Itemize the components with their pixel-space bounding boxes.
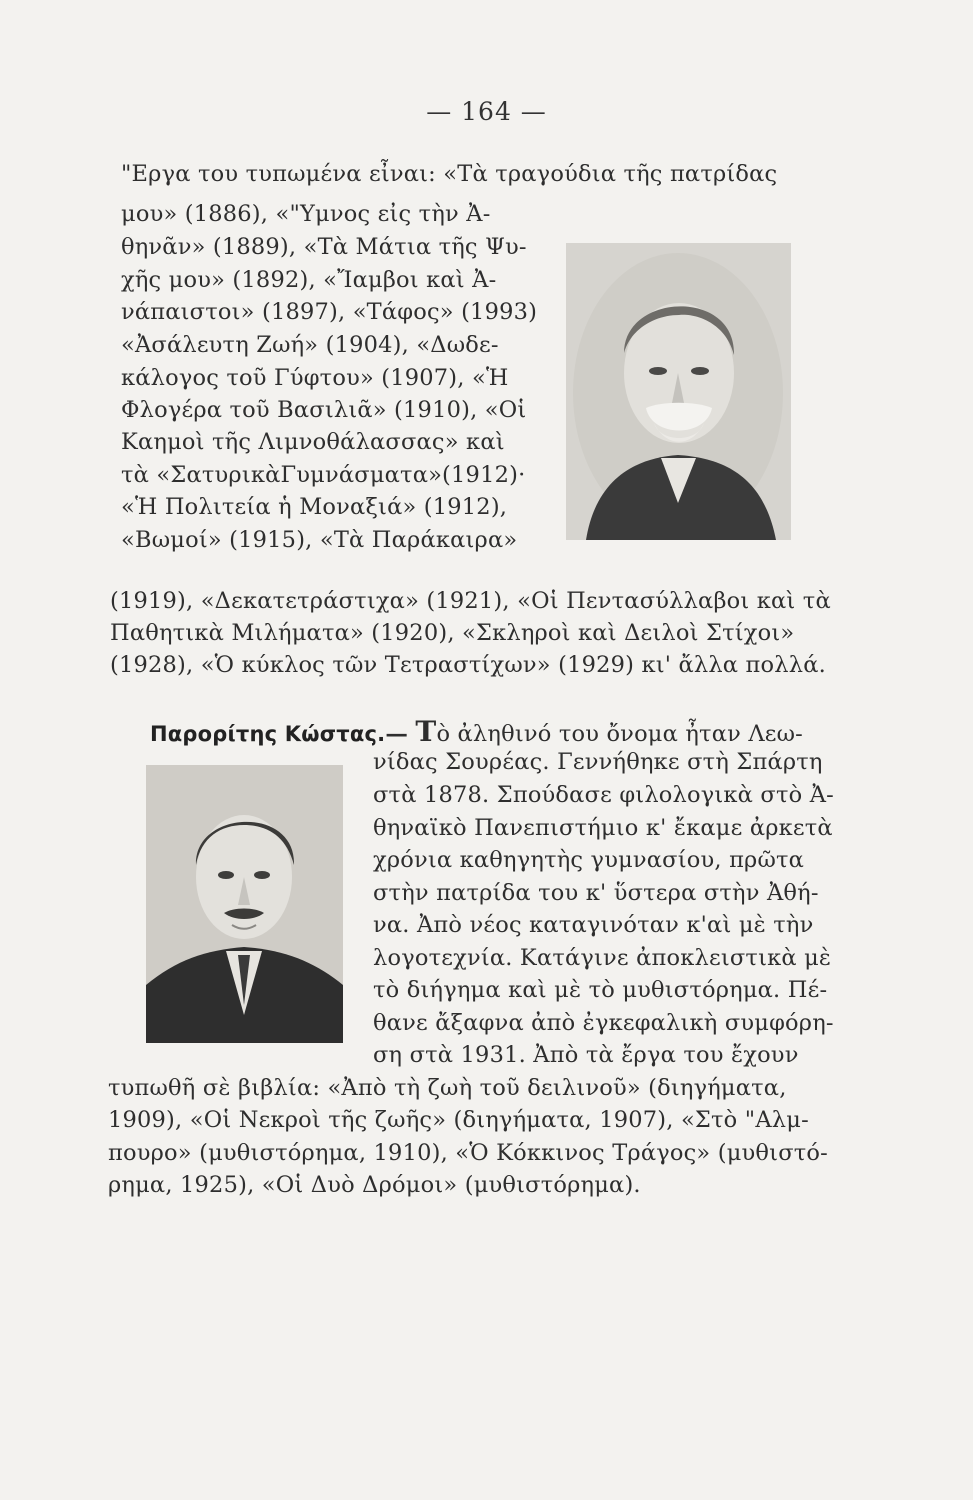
author-heading-line bbox=[150, 715, 803, 748]
text-line: στὰ 1878. Σπούδασε φιλολογικὰ στὸ Ἀ- bbox=[373, 782, 834, 808]
text-line: "Εργα του τυπωμένα εἶναι: «Τὰ τραγούδια τῆς πατρίδας bbox=[121, 161, 778, 187]
text-line: θηνᾶν» (1889), «Τὰ Μάτια τῆς Ψυ- bbox=[121, 234, 527, 260]
text-line: να. Ἀπὸ νέος καταγινόταν κ'αὶ μὲ τὴν bbox=[373, 912, 814, 938]
portrait-photo-1 bbox=[566, 243, 791, 540]
text-line: Φλογέρα τοῦ Βασιλιᾶ» (1910), «Οἱ bbox=[121, 397, 527, 423]
text-line: τὰ «ΣατυρικὰΓυμνάσματα»(1912)· bbox=[121, 462, 526, 488]
text-line: Παθητικὰ Μιλήματα» (1920), «Σκληροὶ καὶ Δειλοὶ Στίχοι» bbox=[110, 620, 795, 646]
drop-initial: Τ bbox=[415, 715, 437, 748]
text-line: νάπαιστοι» (1897), «Τάφος» (1993) bbox=[121, 299, 538, 325]
text-line: κάλογος τοῦ Γύφτου» (1907), «Ἡ bbox=[121, 365, 509, 391]
text-line: «Ἀσάλευτη Ζωή» (1904), «Δωδε- bbox=[121, 332, 499, 358]
text-line: Καημοὶ τῆς Λιμνοθάλασσας» καὶ bbox=[121, 429, 505, 455]
text-line: μου» (1886), «"Υμνος εἰς τὴν Ἀ- bbox=[121, 201, 491, 227]
text-line: θηναϊκὸ Πανεπιστήμιο κ' ἔκαμε ἀρκετὰ bbox=[373, 815, 833, 841]
page-number: — 164 — bbox=[426, 97, 547, 126]
text-line: (1919), «Δεκατετράστιχα» (1921), «Οἱ Πεντασύλλαβοι καὶ τὰ bbox=[110, 588, 831, 614]
text-line: (1928), «Ὁ κύκλος τῶν Τετραστίχων» (1929) κι' ἄλλα πολλά. bbox=[110, 652, 826, 678]
portrait-illustration-2 bbox=[146, 765, 343, 1043]
text-line: ρημα, 1925), «Οἱ Δυὸ Δρόμοι» (μυθιστόρημα). bbox=[108, 1172, 641, 1198]
text-line: τὸ διήγημα καὶ μὲ τὸ μυθιστόρημα. Πέ- bbox=[373, 977, 828, 1003]
em-dash: — bbox=[385, 721, 409, 747]
text-line: θανε ἄξαφνα ἀπὸ ἐγκεφαλικὴ συμφόρη- bbox=[373, 1010, 834, 1036]
text-line: νίδας Σουρέας. Γεννήθηκε στὴ Σπάρτη bbox=[373, 749, 823, 775]
text-line: χρόνια καθηγητὴς γυμνασίου, πρῶτα bbox=[373, 847, 805, 873]
text-line: τυπωθῆ σὲ βιβλία: «Ἀπὸ τὴ ζωὴ τοῦ δειλινοῦ» (διηγήματα, bbox=[108, 1075, 787, 1101]
text-line: λογοτεχνία. Κατάγινε ἀποκλειστικὰ μὲ bbox=[373, 945, 832, 971]
text-line: ὸ ἀληθινό του ὄνομα ἦταν Λεω- bbox=[436, 721, 803, 747]
text-line: «Βωμοί» (1915), «Τὰ Παράκαιρα» bbox=[121, 527, 518, 553]
text-line: χῆς μου» (1892), «Ἴαμβοι καὶ Ἀ- bbox=[121, 267, 497, 293]
text-line: «Ἡ Πολιτεία ἡ Μοναξιά» (1912), bbox=[121, 494, 508, 520]
portrait-photo-2 bbox=[146, 765, 343, 1043]
text-line: στὴν πατρίδα του κ' ὕστερα στὴν Ἀθή- bbox=[373, 880, 819, 906]
text-line: 1909), «Οἱ Νεκροὶ τῆς ζωῆς» (διηγήματα, 1907), «Στὸ "Αλμ- bbox=[108, 1107, 809, 1133]
portrait-illustration-1 bbox=[566, 243, 791, 540]
text-line: ση στὰ 1931. Ἀπὸ τὰ ἔργα του ἔχουν bbox=[373, 1042, 799, 1068]
author-name: Παρορίτης Κώστας. bbox=[150, 722, 386, 746]
text-line: πουρο» (μυθιστόρημα, 1910), «Ὁ Κόκκινος Τράγος» (μυθιστό- bbox=[108, 1140, 828, 1166]
